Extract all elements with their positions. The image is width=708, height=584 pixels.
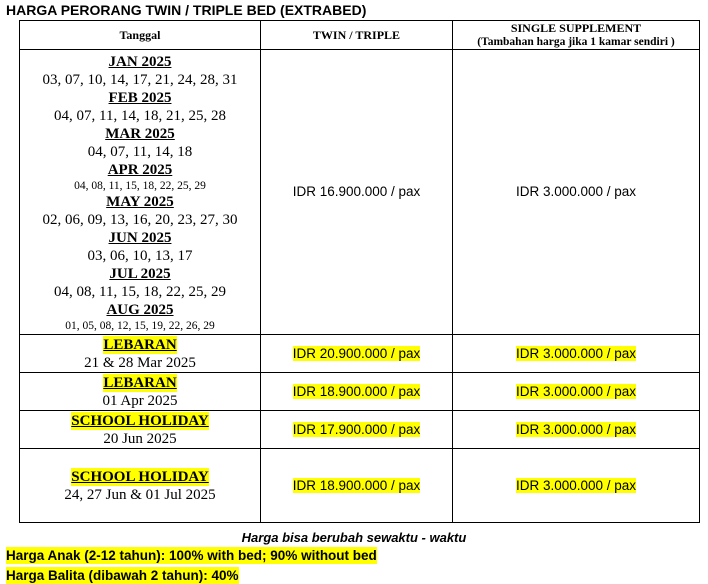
month-days: 04, 07, 11, 14, 18 bbox=[87, 144, 193, 160]
special-single-price bbox=[453, 449, 700, 523]
child-price-note: Harga Anak (2-12 tahun): 100% with bed; 90% without bed bbox=[6, 548, 377, 563]
special-twin-price bbox=[261, 411, 453, 449]
event-dates: 01 Apr 2025 bbox=[102, 392, 178, 409]
special-twin-price bbox=[261, 373, 453, 411]
month-days: 03, 07, 10, 14, 17, 21, 24, 28, 31 bbox=[42, 72, 238, 88]
header-single-subtitle: (Tambahan harga jika 1 kamar sendiri ) bbox=[477, 36, 675, 48]
regular-row bbox=[20, 50, 700, 335]
price-value: IDR 18.900.000 / pax bbox=[292, 477, 421, 493]
month-label: JUN 2025 bbox=[108, 230, 172, 246]
header-single-supplement bbox=[453, 21, 700, 50]
price-value: IDR 3.000.000 / pax bbox=[515, 477, 637, 493]
price-value: IDR 3.000.000 / pax bbox=[515, 421, 637, 437]
regular-single-price bbox=[453, 50, 700, 335]
month-label: MAY 2025 bbox=[106, 194, 174, 210]
special-row bbox=[20, 373, 700, 411]
event-dates: 24, 27 Jun & 01 Jul 2025 bbox=[64, 486, 216, 503]
month-label: APR 2025 bbox=[107, 162, 173, 178]
month-days: 04, 07, 11, 14, 18, 21, 25, 28 bbox=[54, 108, 226, 124]
header-twin-triple: TWIN / TRIPLE bbox=[261, 21, 453, 50]
month-days: 02, 06, 09, 13, 16, 20, 23, 27, 30 bbox=[42, 212, 238, 228]
special-single-price bbox=[453, 373, 700, 411]
month-days: 04, 08, 11, 15, 18, 22, 25, 29 bbox=[74, 180, 206, 192]
price-value: IDR 20.900.000 / pax bbox=[292, 345, 421, 361]
special-row bbox=[20, 411, 700, 449]
special-twin-price bbox=[261, 449, 453, 523]
header-tanggal: Tanggal bbox=[20, 21, 261, 50]
month-label: AUG 2025 bbox=[106, 302, 174, 318]
month-label: MAR 2025 bbox=[105, 126, 175, 142]
price-value: IDR 17.900.000 / pax bbox=[292, 421, 421, 437]
header-single-title: SINGLE SUPPLEMENT bbox=[510, 21, 642, 35]
month-days: 01, 05, 08, 12, 15, 19, 22, 26, 29 bbox=[65, 320, 215, 332]
price-table bbox=[19, 20, 700, 523]
price-value: IDR 18.900.000 / pax bbox=[292, 383, 421, 399]
special-single-price bbox=[453, 411, 700, 449]
special-twin-price bbox=[261, 335, 453, 373]
regular-twin-price bbox=[261, 50, 453, 335]
month-label: FEB 2025 bbox=[108, 90, 172, 106]
special-dates-cell bbox=[20, 449, 261, 523]
month-days: 03, 06, 10, 13, 17 bbox=[87, 248, 193, 264]
event-label: SCHOOL HOLIDAY bbox=[71, 412, 209, 429]
price-value: IDR 3.000.000 / pax bbox=[515, 383, 637, 399]
event-label: LEBARAN bbox=[103, 336, 177, 353]
regular-dates-cell bbox=[20, 50, 261, 335]
event-label: SCHOOL HOLIDAY bbox=[71, 468, 209, 485]
special-dates-cell bbox=[20, 411, 261, 449]
special-row bbox=[20, 335, 700, 373]
header-row bbox=[20, 21, 700, 50]
special-dates-cell bbox=[20, 373, 261, 411]
event-label: LEBARAN bbox=[103, 374, 177, 391]
price-value: IDR 16.900.000 / pax bbox=[292, 184, 421, 199]
month-days: 04, 08, 11, 15, 18, 22, 25, 29 bbox=[54, 284, 226, 300]
infant-price-note: Harga Balita (dibawah 2 tahun): 40% bbox=[6, 568, 239, 583]
month-label: JAN 2025 bbox=[108, 54, 172, 70]
special-row bbox=[20, 449, 700, 523]
page-title: HARGA PERORANG TWIN / TRIPLE BED (EXTRABED) bbox=[6, 2, 367, 18]
event-dates: 20 Jun 2025 bbox=[103, 430, 177, 447]
price-value: IDR 3.000.000 / pax bbox=[515, 184, 637, 199]
price-change-note: Harga bisa berubah sewaktu - waktu bbox=[241, 530, 467, 545]
month-label: JUL 2025 bbox=[109, 266, 171, 282]
special-single-price bbox=[453, 335, 700, 373]
special-dates-cell bbox=[20, 335, 261, 373]
event-dates: 21 & 28 Mar 2025 bbox=[84, 354, 196, 371]
price-value: IDR 3.000.000 / pax bbox=[515, 345, 637, 361]
